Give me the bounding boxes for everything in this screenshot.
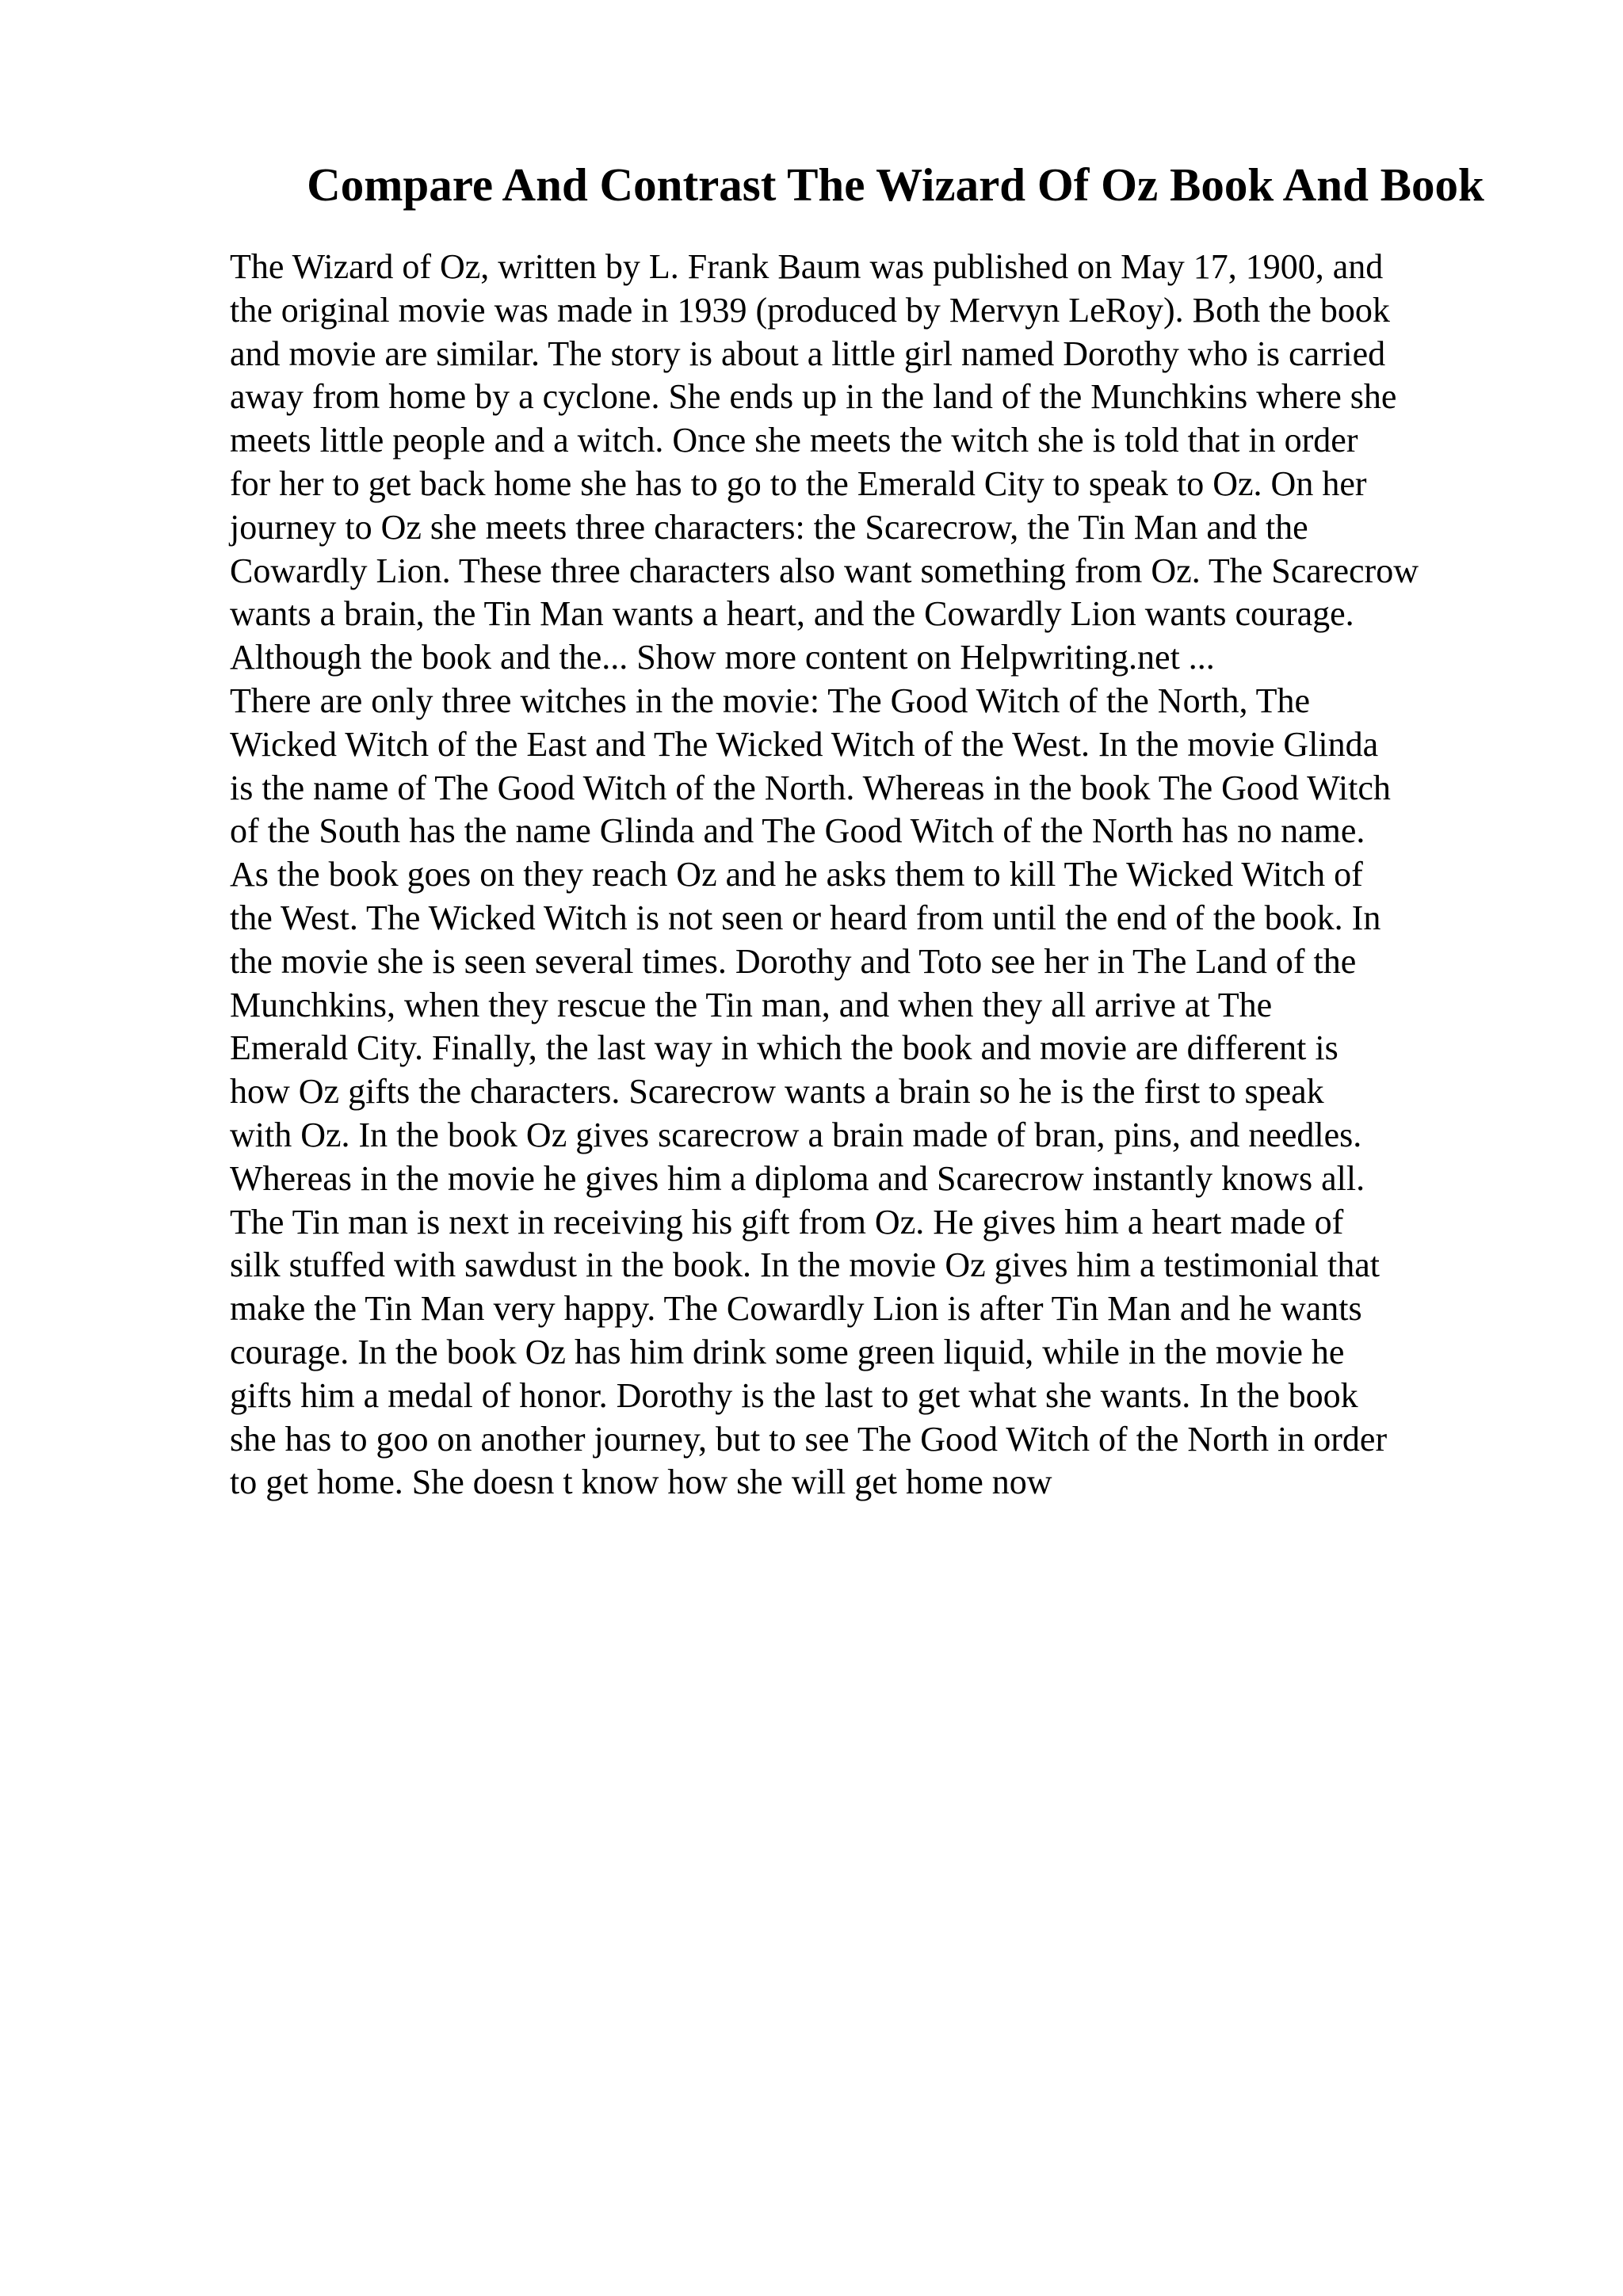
body-text-line: Although the book and the... Show more content on Helpwriting.net ... xyxy=(230,638,1215,677)
body-text-line: gifts him a medal of honor. Dorothy is the last to get what she wants. In the book xyxy=(230,1375,1358,1415)
body-text-line: meets little people and a witch. Once she meets the witch she is told that in order xyxy=(230,421,1358,460)
body-text-line: courage. In the book Oz has him drink some green liquid, while in the movie he xyxy=(230,1332,1345,1371)
body-text-line: for her to get back home she has to go to the Emerald City to speak to Oz. On her xyxy=(230,463,1367,503)
body-text-line: journey to Oz she meets three characters: the Scarecrow, the Tin Man and the xyxy=(230,507,1308,547)
body-text-line: wants a brain, the Tin Man wants a heart, and the Cowardly Lion wants courage. xyxy=(230,594,1354,634)
body-text-line: As the book goes on they reach Oz and he asks them to kill The Wicked Witch of xyxy=(230,855,1363,894)
body-text-line: Wicked Witch of the East and The Wicked Witch of the West. In the movie Glinda xyxy=(230,724,1379,764)
body-text-line: Emerald City. Finally, the last way in which the book and movie are different is xyxy=(230,1028,1338,1068)
body-text-line: The Wizard of Oz, written by L. Frank Baum was published on May 17, 1900, and xyxy=(230,247,1384,286)
body-text-line: the West. The Wicked Witch is not seen or heard from until the end of the book. In xyxy=(230,898,1381,937)
body-text-line: how Oz gifts the characters. Scarecrow wants a brain so he is the first to speak xyxy=(230,1072,1324,1112)
body-text-line: is the name of The Good Witch of the North. Whereas in the book The Good Witch xyxy=(230,768,1391,807)
body-text-line: and movie are similar. The story is about a little girl named Dorothy who is carried xyxy=(230,334,1386,373)
body-text-line: with Oz. In the book Oz gives scarecrow a brain made of bran, pins, and needles. xyxy=(230,1115,1362,1154)
body-text-line: she has to goo on another journey, but to see The Good Witch of the North in order xyxy=(230,1419,1388,1459)
body-text-line: to get home. She doesn t know how she will get home now xyxy=(230,1463,1052,1502)
body-text-line: the movie she is seen several times. Dorothy and Toto see her in The Land of the xyxy=(230,941,1357,981)
body-text-line: of the South has the name Glinda and The Good Witch of the North has no name. xyxy=(230,811,1365,851)
body-text-line: Munchkins, when they rescue the Tin man, and when they all arrive at The xyxy=(230,985,1273,1024)
body-text-line: Cowardly Lion. These three characters also want something from Oz. The Scarecrow xyxy=(230,551,1419,590)
document-title: Compare And Contrast The Wizard Of Oz Book And Book xyxy=(307,158,1484,211)
body-text-line: The Tin man is next in receiving his gift from Oz. He gives him a heart made of xyxy=(230,1202,1344,1241)
body-text-line: the original movie was made in 1939 (produced by Mervyn LeRoy). Both the book xyxy=(230,290,1390,330)
body-text-line: make the Tin Man very happy. The Cowardly Lion is after Tin Man and he wants xyxy=(230,1289,1362,1329)
body-text-line: away from home by a cyclone. She ends up in the land of the Munchkins where she xyxy=(230,377,1397,417)
document-body xyxy=(230,246,1593,1505)
body-text-line: Whereas in the movie he gives him a diploma and Scarecrow instantly knows all. xyxy=(230,1158,1365,1198)
body-text-line: There are only three witches in the movie: The Good Witch of the North, The xyxy=(230,681,1311,720)
body-text-line: silk stuffed with sawdust in the book. In the movie Oz gives him a testimonial that xyxy=(230,1245,1380,1285)
